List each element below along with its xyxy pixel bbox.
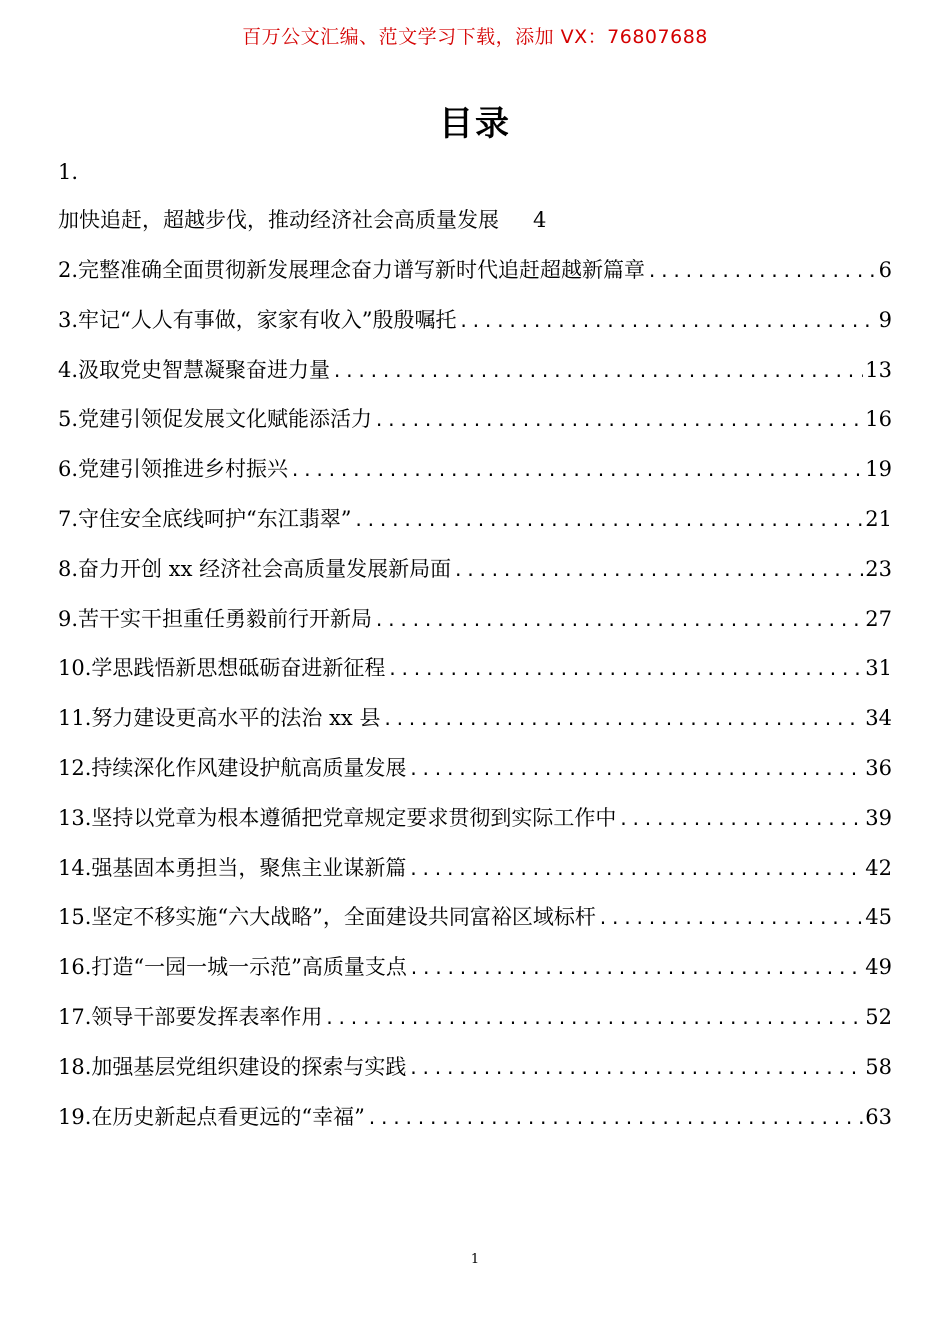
toc-entry[interactable] bbox=[58, 350, 892, 400]
toc-entry-page: 9 bbox=[878, 307, 892, 332]
toc-entry-number: 17. bbox=[58, 1004, 92, 1029]
dot-leader bbox=[598, 899, 863, 939]
dot-leader bbox=[409, 949, 863, 989]
toc-entry[interactable] bbox=[58, 499, 892, 549]
dot-leader bbox=[374, 601, 863, 641]
toc-entry-title: 持续深化作风建设护航高质量发展 bbox=[91, 755, 407, 780]
toc-entry-number: 18. bbox=[58, 1054, 92, 1079]
toc-entry[interactable] bbox=[58, 399, 892, 449]
toc-entry-title: 牢记“人人有事做，家家有收入”殷殷嘱托 bbox=[78, 307, 457, 332]
toc-entry-title: 坚持以党章为根本遵循把党章规定要求贯彻到实际工作中 bbox=[91, 805, 617, 830]
toc-entry-page: 45 bbox=[865, 905, 892, 930]
toc-entry-number: 8. bbox=[58, 556, 79, 581]
toc-entry-page: 16 bbox=[865, 407, 892, 432]
toc-entry[interactable] bbox=[58, 947, 892, 997]
toc-entry-title: 苦干实干担重任勇毅前行开新局 bbox=[78, 606, 373, 631]
toc-entry-page: 13 bbox=[865, 357, 892, 382]
toc-entry-title: 努力建设更高水平的法治 xx 县 bbox=[91, 706, 381, 731]
toc-entry[interactable] bbox=[58, 1047, 892, 1097]
toc-entry-page: 39 bbox=[865, 805, 892, 830]
toc-entry[interactable] bbox=[58, 549, 892, 599]
toc-entry-number: 19. bbox=[58, 1104, 92, 1129]
dot-leader bbox=[387, 650, 863, 690]
toc-entry-number: 9. bbox=[58, 606, 79, 631]
toc-entry-number: 7. bbox=[58, 506, 79, 531]
toc-entry-page: 6 bbox=[878, 258, 892, 282]
toc-entry[interactable] bbox=[58, 798, 892, 848]
dot-leader bbox=[354, 501, 864, 541]
dot-leader bbox=[290, 451, 863, 491]
toc-entry-page: 34 bbox=[865, 706, 892, 731]
toc-entry-page: 49 bbox=[865, 955, 892, 980]
toc-entry-page: 21 bbox=[865, 506, 892, 531]
table-of-contents bbox=[58, 152, 892, 1146]
toc-entry-number: 15. bbox=[58, 905, 92, 930]
toc-entry-number: 16. bbox=[58, 955, 92, 980]
toc-entry[interactable] bbox=[58, 599, 892, 649]
toc-entry-number: 10. bbox=[58, 656, 92, 681]
dot-leader bbox=[408, 1049, 863, 1089]
dot-leader bbox=[408, 850, 863, 890]
toc-entry-title: 奋力开创 xx 经济社会高质量发展新局面 bbox=[78, 556, 452, 581]
toc-list bbox=[58, 250, 892, 1146]
toc-entry-number: 6. bbox=[58, 457, 79, 482]
toc-entry-page: 23 bbox=[865, 556, 892, 581]
toc-entry-number: 3. bbox=[58, 307, 79, 332]
toc-entry-number: 12. bbox=[58, 755, 92, 780]
toc-entry[interactable] bbox=[58, 698, 892, 748]
toc-entry-title: 加快追赶，超越步伐，推动经济社会高质量发展 bbox=[58, 208, 499, 232]
toc-entry-title: 党建引领促发展文化赋能添活力 bbox=[78, 407, 373, 432]
toc-entry-title: 党建引领推进乡村振兴 bbox=[78, 457, 289, 482]
dot-leader bbox=[367, 1099, 863, 1139]
toc-entry-page: 19 bbox=[865, 457, 892, 482]
toc-entry[interactable] bbox=[58, 748, 892, 798]
toc-entry[interactable] bbox=[58, 848, 892, 898]
header-contact-note: 百万公文汇编、范文学习下载，添加 VX：76807688 bbox=[242, 26, 708, 48]
toc-entry-number: 14. bbox=[58, 855, 92, 880]
toc-entry-title: 完整准确全面贯彻新发展理念奋力谱写新时代追赶超越新篇章 bbox=[78, 258, 646, 282]
toc-entry[interactable] bbox=[58, 250, 892, 300]
toc-entry[interactable] bbox=[58, 300, 892, 350]
toc-entry-page: 36 bbox=[865, 755, 892, 780]
page-number: 1 bbox=[470, 1252, 480, 1267]
dot-leader bbox=[408, 750, 863, 790]
page-title: 目录 bbox=[439, 104, 511, 144]
toc-entry-number: 1. bbox=[58, 160, 79, 184]
toc-entry-number: 13. bbox=[58, 805, 92, 830]
toc-entry-page: 52 bbox=[865, 1004, 892, 1029]
dot-leader bbox=[459, 302, 877, 342]
toc-entry-page: 58 bbox=[865, 1054, 892, 1079]
toc-entry[interactable] bbox=[58, 1097, 892, 1147]
toc-entry-title: 守住安全底线呵护“东江翡翠” bbox=[78, 506, 352, 531]
toc-entry-title: 坚定不移实施“六大战略”，全面建设共同富裕区域标杆 bbox=[91, 905, 596, 930]
toc-entry-number: 5. bbox=[58, 407, 79, 432]
toc-entry-title: 学思践悟新思想砥砺奋进新征程 bbox=[91, 656, 386, 681]
toc-entry-title: 在历史新起点看更远的“幸福” bbox=[91, 1104, 365, 1129]
toc-entry-title: 打造“一园一城一示范”高质量支点 bbox=[91, 955, 407, 980]
toc-entry-title: 领导干部要发挥表率作用 bbox=[91, 1004, 323, 1029]
toc-entry-number: 2. bbox=[58, 258, 79, 282]
toc-entry-page: 31 bbox=[865, 656, 892, 681]
toc-entry-title: 强基固本勇担当，聚焦主业谋新篇 bbox=[91, 855, 407, 880]
dot-leader bbox=[332, 352, 863, 392]
toc-entry-number: 11. bbox=[58, 706, 92, 731]
toc-entry[interactable] bbox=[58, 648, 892, 698]
toc-entry[interactable] bbox=[58, 449, 892, 499]
toc-entry-page: 4 bbox=[533, 208, 547, 232]
toc-entry-title: 加强基层党组织建设的探索与实践 bbox=[91, 1054, 407, 1079]
toc-entry[interactable] bbox=[58, 200, 892, 240]
dot-leader bbox=[374, 401, 863, 441]
dot-leader bbox=[647, 252, 877, 292]
toc-entry-page: 42 bbox=[865, 855, 892, 880]
dot-leader bbox=[382, 700, 863, 740]
toc-entry-number: 4. bbox=[58, 357, 79, 382]
dot-leader bbox=[453, 551, 863, 591]
dot-leader bbox=[324, 999, 863, 1039]
dot-leader bbox=[618, 800, 863, 840]
toc-entry-page: 63 bbox=[865, 1104, 892, 1129]
toc-entry-title: 汲取党史智慧凝聚奋进力量 bbox=[78, 357, 331, 382]
toc-entry[interactable] bbox=[58, 897, 892, 947]
toc-entry[interactable] bbox=[58, 997, 892, 1047]
toc-entry-page: 27 bbox=[865, 606, 892, 631]
